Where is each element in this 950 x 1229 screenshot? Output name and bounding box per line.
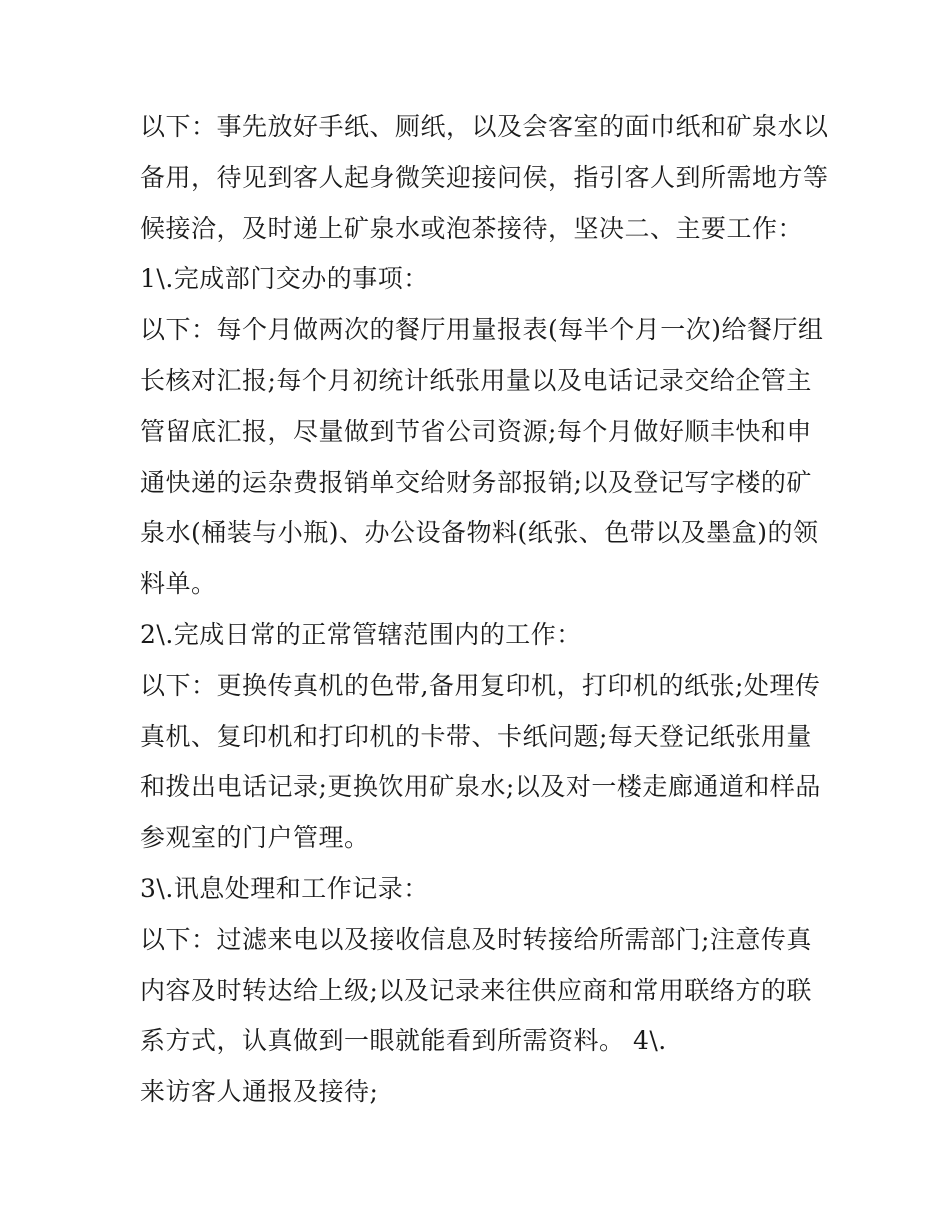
section-heading: 3\.讯息处理和工作记录： — [140, 873, 429, 903]
text-line: 备用，待见到客人起身微笑迎接问侯，指引客人到所需地方等 — [140, 162, 829, 192]
text-line: 来访客人通报及接待; — [140, 1077, 379, 1107]
text-line: 和拨出电话记录;更换饮用矿泉水;以及对一楼走廊通道和样品 — [140, 772, 821, 802]
text-line: 长核对汇报;每个月初统计纸张用量以及电话记录交给企管主 — [140, 365, 812, 395]
text-line: 以下：过滤来电以及接收信息及时转接给所需部门;注意传真 — [140, 924, 812, 954]
text-line: 候接洽，及时递上矿泉水或泡茶接待，坚决二、主要工作： — [140, 213, 804, 243]
text-line: 内容及时转达给上级;以及记录来往供应商和常用联络方的联 — [140, 975, 812, 1005]
document-body — [140, 102, 830, 1118]
text-line: 真机、复印机和打印机的卡带、卡纸问题;每天登记纸张用量 — [140, 721, 812, 751]
text-line: 以下：更换传真机的色带,备用复印机，打印机的纸张;处理传 — [140, 670, 821, 700]
text-line: 通快递的运杂费报销单交给财务部报销;以及登记写字楼的矿 — [140, 467, 812, 497]
text-line: 料单。 — [140, 569, 217, 599]
text-line: 以下：每个月做两次的餐厅用量报表(每半个月一次)给餐厅组 — [140, 315, 824, 345]
section-heading: 1\.完成部门交办的事项： — [140, 264, 429, 294]
text-line: 管留底汇报，尽量做到节省公司资源;每个月做好顺丰快和申 — [140, 416, 812, 446]
text-line: 参观室的门户管理。 — [140, 823, 370, 853]
text-line: 以下：事先放好手纸、厕纸，以及会客室的面巾纸和矿泉水以 — [140, 112, 829, 141]
section-heading: 2\.完成日常的正常管辖范围内的工作： — [140, 619, 582, 649]
text-line: 泉水(桶装与小瓶)、办公设备物料(纸张、色带以及墨盒)的领 — [140, 518, 819, 548]
text-line: 系方式，认真做到一眼就能看到所需资料。 4\. — [140, 1026, 667, 1056]
